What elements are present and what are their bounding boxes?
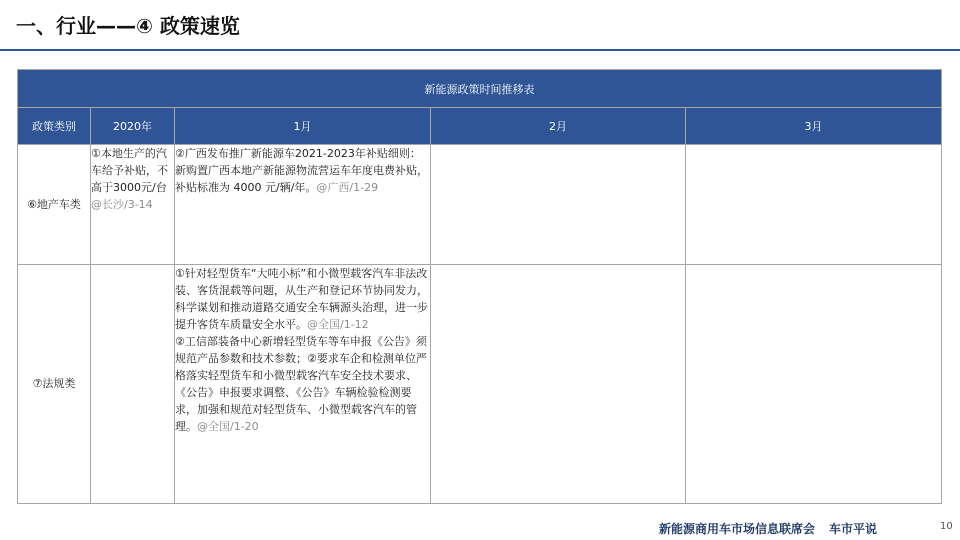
header-january: 1月 — [175, 108, 431, 145]
policy-cell-february — [431, 145, 686, 265]
table-title: 新能源政策时间推移表 — [18, 70, 942, 108]
category-cell: ⑦法规类 — [18, 265, 91, 504]
policy-timeline-table — [17, 69, 942, 504]
footer-brand: 车市平说 — [829, 522, 878, 536]
category-cell: ⑥地产车类 — [18, 145, 91, 265]
header-category: 政策类别 — [18, 108, 91, 145]
policy-source: @广西/1-29 — [316, 181, 379, 194]
policy-cell-2020 — [91, 265, 175, 504]
policy-cell-january — [175, 265, 431, 504]
header-february: 2月 — [431, 108, 686, 145]
page-number: 10 — [940, 521, 953, 532]
policy-cell-march — [686, 265, 942, 504]
header-2020: 2020年 — [91, 108, 175, 145]
policy-cell-march — [686, 145, 942, 265]
table-row — [18, 145, 942, 265]
policy-source: @全国/1-12 — [307, 318, 369, 331]
policy-cell-february — [431, 265, 686, 504]
header-march: 3月 — [686, 108, 942, 145]
policy-source: @全国/1-20 — [197, 420, 259, 433]
footer-org: 新能源商用车市场信息联席会 — [659, 522, 816, 536]
policy-cell-january — [175, 145, 431, 265]
footer — [659, 520, 891, 537]
policy-text: ②工信部装备中心新增轻型货车等车申报《公告》须规范产品参数和技术参数；②要求车企和检测单位严格落实轻型货车和小微型载客汽车安全技术要求、《公告》申报要求调整、《公告》车辆检验检测要求，加强和规范对轻型货车、小微型载客汽车的管理。 — [175, 335, 427, 433]
policy-text: ①本地生产的汽车给予补贴，不高于3000元/台 — [91, 147, 168, 194]
policy-cell-2020 — [91, 145, 175, 265]
page-title: 一、行业——④ 政策速览 — [16, 14, 240, 38]
policy-text: ②广西发布推广新能源车2021-2023年补贴细则：新购置广西本地产新能源物流营运车年度电费补贴，补贴标准为 4000 元/辆/年。 — [175, 147, 428, 194]
title-divider — [0, 49, 960, 51]
policy-source: @长沙/3-14 — [91, 198, 153, 211]
table-row — [18, 265, 942, 504]
policy-text: ①针对轻型货车“大吨小标”和小微型载客汽车非法改装、客货混载等问题，从生产和登记环节协同发力，科学谋划和推动道路交通安全车辆源头治理，进一步提升客货车质量安全水平。 — [175, 267, 428, 331]
